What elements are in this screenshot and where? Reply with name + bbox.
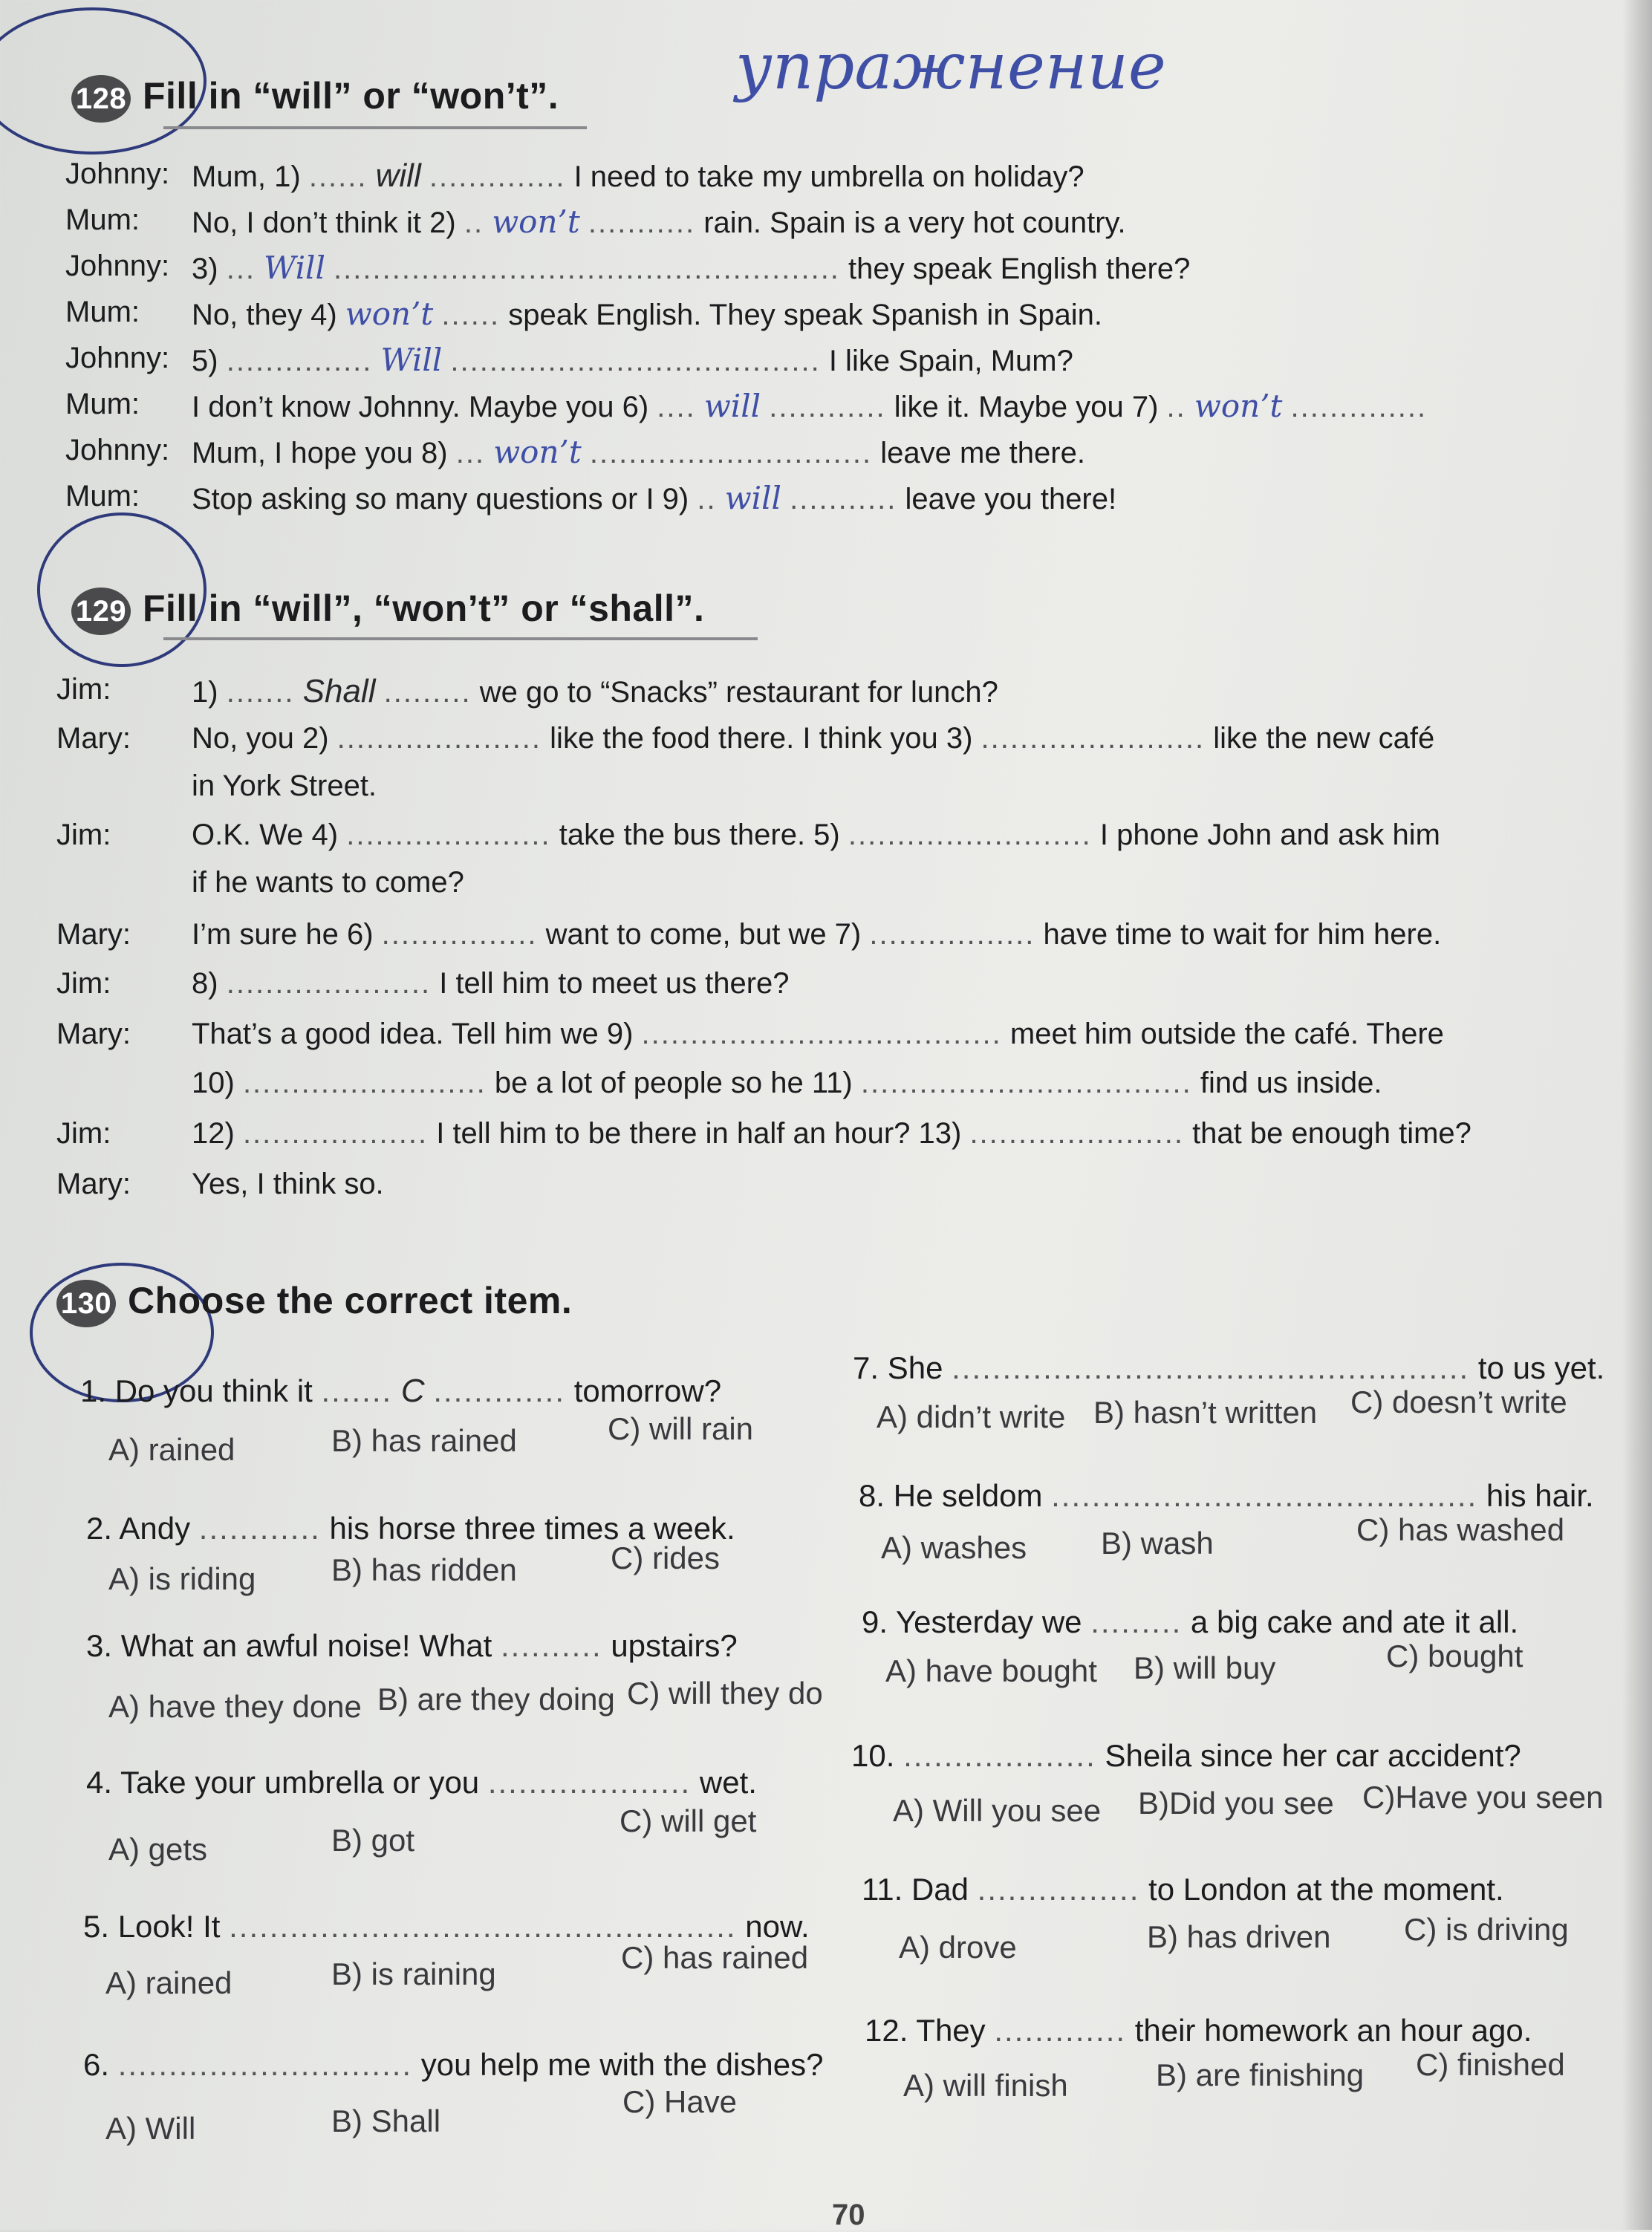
option-a[interactable]: A) washes — [881, 1530, 1027, 1565]
blank-dots: ... — [455, 437, 486, 469]
speaker: Mum: — [65, 388, 140, 420]
blank-dots: .............. — [1290, 391, 1428, 423]
exercise-128-number: 128 — [71, 75, 131, 123]
speaker: Mary: — [56, 1168, 131, 1200]
filled-answer-5[interactable]: Will — [380, 342, 443, 378]
speaker: Mary: — [56, 1018, 131, 1050]
dialogue-line-3 — [192, 250, 1190, 286]
option-b[interactable]: B) Shall — [331, 2104, 441, 2138]
option-b[interactable]: B) will buy — [1134, 1650, 1276, 1685]
filled-answer-1[interactable]: Shall — [302, 673, 376, 709]
header-handwriting: упражнение — [735, 30, 1166, 104]
speaker: Johnny: — [65, 434, 170, 466]
question-6 — [83, 2047, 823, 2083]
blank-4[interactable]: ..................... — [346, 819, 551, 851]
option-a[interactable]: A) will finish — [903, 2068, 1068, 2103]
option-c[interactable]: C) has washed — [1356, 1512, 1565, 1547]
blank-dots[interactable]: ............ — [198, 1511, 321, 1546]
blank-dots: .... — [657, 391, 696, 423]
question-text: Sheila since her car accident? — [1105, 1738, 1521, 1773]
option-a[interactable]: A) is riding — [108, 1561, 256, 1596]
line-text: No, they 4) — [192, 299, 337, 331]
blank-12[interactable]: ................... — [242, 1117, 429, 1150]
dialogue-129-line-5: if he wants to come? — [192, 866, 464, 899]
option-a[interactable]: A) have bought — [885, 1653, 1097, 1688]
question-text: tomorrow? — [573, 1373, 722, 1408]
line-text: I like Spain, Mum? — [828, 345, 1073, 377]
blank-dots[interactable]: .......................................... — [1051, 1478, 1478, 1513]
blank-dots: ........... — [588, 206, 696, 239]
option-c[interactable]: C) will get — [620, 1803, 757, 1838]
question-text: now. — [745, 1909, 810, 1944]
dialogue-line-2 — [192, 204, 1126, 240]
blank-dots: .. — [464, 206, 484, 239]
blank-9[interactable]: ..................................... — [641, 1018, 1002, 1050]
question-10 — [851, 1738, 1521, 1774]
blank-dots[interactable]: ................................................... — [952, 1350, 1470, 1385]
option-a[interactable]: A) gets — [108, 1832, 208, 1867]
exercise-129-heading — [71, 587, 704, 635]
exercise-129-title: Fill in “will”, “won’t” or “shall”. — [143, 588, 705, 629]
exercise-129-title-rule — [163, 637, 758, 640]
dialogue-129-line-10 — [192, 1117, 1471, 1151]
speaker: Johnny: — [65, 342, 170, 374]
option-a[interactable]: A) didn’t write — [877, 1399, 1066, 1434]
filled-answer-8[interactable]: won’t — [493, 434, 582, 470]
blank-dots: ............. — [433, 1373, 566, 1408]
line-text: 10) — [192, 1067, 235, 1099]
option-c[interactable]: C) is driving — [1404, 1912, 1569, 1947]
speaker: Mum: — [65, 296, 140, 328]
line-text: that be enough time? — [1192, 1117, 1471, 1150]
question-text: wet. — [699, 1765, 757, 1800]
line-text: 5) — [192, 345, 218, 377]
question-text: 3. What an awful noise! What — [86, 1628, 492, 1663]
blank-dots: ...... — [441, 299, 501, 331]
line-text: I don’t know Johnny. Maybe you 6) — [192, 391, 649, 423]
question-text: a big cake and ate it all. — [1190, 1604, 1519, 1639]
question-text: to London at the moment. — [1148, 1872, 1504, 1907]
line-text: Mum, I hope you 8) — [192, 437, 448, 469]
speaker: Mum: — [65, 204, 140, 236]
dialogue-line-7 — [192, 434, 1085, 470]
blank-dots[interactable]: .................................................. — [229, 1909, 737, 1944]
line-text: 12) — [192, 1117, 235, 1150]
filled-answer-6[interactable]: will — [703, 388, 761, 424]
line-text: speak English. They speak Spanish in Spain. — [508, 299, 1102, 331]
blank-7[interactable]: ................. — [869, 918, 1035, 951]
question-text: 4. Take your umbrella or you — [86, 1765, 480, 1800]
blank-dots: .. — [1166, 391, 1186, 423]
speaker: Johnny: — [65, 157, 170, 190]
exercise-128-title-rule — [163, 126, 587, 129]
option-a[interactable]: A) rained — [108, 1432, 235, 1467]
line-text: take the bus there. 5) — [559, 819, 840, 851]
option-a[interactable]: A) Will you see — [893, 1793, 1102, 1828]
option-a[interactable]: A) have they done — [108, 1689, 362, 1724]
filled-answer-4[interactable]: won’t — [345, 296, 434, 332]
option-b[interactable]: B) has rained — [331, 1423, 517, 1458]
blank-dots: ...................................... — [450, 345, 821, 377]
line-text: we go to “Snacks” restaurant for lunch? — [479, 676, 998, 709]
blank-dots[interactable]: ......... — [1090, 1604, 1183, 1639]
line-text: like the food there. I think you 3) — [550, 722, 973, 755]
blank-dots: .. — [697, 483, 717, 515]
line-text: I’m sure he 6) — [192, 918, 374, 951]
blank-8[interactable]: ..................... — [226, 967, 432, 1000]
dialogue-129-line-1 — [192, 673, 998, 710]
question-text: you help me with the dishes? — [420, 2047, 824, 2082]
blank-6[interactable]: ................ — [381, 918, 538, 951]
question-text: 9. Yesterday we — [862, 1604, 1082, 1639]
filled-answer-3[interactable]: Will — [264, 250, 325, 286]
line-text: be a lot of people so he 11) — [494, 1067, 853, 1099]
option-b[interactable]: B) hasn’t written — [1093, 1395, 1318, 1430]
blank-dots[interactable]: .......... — [500, 1628, 602, 1663]
question-8 — [859, 1478, 1594, 1514]
blank-dots[interactable]: ............................. — [117, 2047, 413, 2082]
option-b[interactable]: B) are they doing — [377, 1682, 615, 1717]
speaker: Jim: — [56, 1117, 111, 1150]
question-3 — [86, 1628, 738, 1664]
blank-2[interactable]: ..................... — [336, 722, 542, 755]
dialogue-129-line-6 — [192, 918, 1441, 951]
dialogue-129-line-7 — [192, 967, 790, 1001]
dialogue-line-6 — [192, 388, 1427, 424]
filled-answer-1[interactable]: will — [375, 157, 421, 194]
question-text: 12. They — [865, 2013, 986, 2048]
option-b[interactable]: B) has ridden — [331, 1552, 517, 1587]
option-b[interactable]: B) is raining — [331, 1956, 496, 1991]
blank-dots: ....... — [321, 1373, 393, 1408]
option-b[interactable]: B) are finishing — [1156, 2057, 1365, 2092]
option-b[interactable]: B) got — [331, 1823, 415, 1858]
exercise-128-title: Fill in “will” or “won’t”. — [143, 75, 559, 117]
line-text: No, I don’t think it 2) — [192, 206, 456, 239]
line-text: like it. Maybe you 7) — [894, 391, 1159, 423]
dialogue-line-5 — [192, 342, 1073, 378]
blank-5[interactable]: ......................... — [848, 819, 1092, 851]
question-text: 7. She — [853, 1350, 943, 1385]
line-text: O.K. We 4) — [192, 819, 339, 851]
option-c[interactable]: C) will rain — [608, 1411, 754, 1446]
question-text: upstairs? — [611, 1628, 738, 1663]
line-text: leave me there. — [880, 437, 1085, 469]
question-text: 10. — [851, 1738, 895, 1773]
line-text: No, you 2) — [192, 722, 329, 755]
blank-dots: ... — [226, 253, 256, 285]
line-text: meet him outside the café. There — [1009, 1018, 1444, 1050]
blank-dots[interactable]: ................... — [903, 1738, 1096, 1773]
page-number: 70 — [832, 2199, 865, 2231]
question-text: his horse three times a week. — [329, 1511, 735, 1546]
option-b[interactable]: B) has driven — [1147, 1919, 1331, 1954]
blank-dots: ............ — [769, 391, 886, 423]
exercise-128-heading — [71, 74, 559, 123]
question-4 — [86, 1765, 757, 1800]
question-text: to us yet. — [1477, 1350, 1605, 1385]
dialogue-129-line-9 — [192, 1067, 1382, 1100]
question-5 — [83, 1909, 810, 1945]
option-a[interactable]: A) drove — [899, 1930, 1017, 1965]
option-b[interactable]: B) wash — [1101, 1526, 1214, 1561]
line-text: 1) — [192, 676, 218, 709]
option-b[interactable]: B)Did you see — [1138, 1786, 1334, 1821]
blank-dots: ....... — [226, 676, 295, 709]
dialogue-129-line-4 — [192, 819, 1440, 852]
line-text: find us inside. — [1200, 1067, 1382, 1099]
line-text: I tell him to meet us there? — [439, 967, 790, 1000]
blank-10[interactable]: ......................... — [242, 1067, 487, 1099]
line-text: That’s a good idea. Tell him we 9) — [192, 1018, 634, 1050]
question-text: 8. He seldom — [859, 1478, 1043, 1513]
dialogue-line-4 — [192, 296, 1102, 332]
blank-13[interactable]: ...................... — [969, 1117, 1184, 1150]
blank-dots[interactable]: ............. — [994, 2013, 1127, 2048]
option-c[interactable]: C) rides — [611, 1540, 721, 1575]
blank-dots: .................................................... — [334, 253, 840, 285]
exercise-130-title: Choose the correct item. — [128, 1280, 573, 1321]
option-a[interactable]: A) Will — [105, 2111, 196, 2146]
speaker: Jim: — [56, 967, 111, 1000]
filled-answer-9[interactable]: will — [724, 480, 781, 516]
option-c[interactable]: C)Have you seen — [1362, 1780, 1604, 1815]
dialogue-129-line-8 — [192, 1018, 1444, 1051]
blank-dots[interactable]: .................... — [487, 1765, 692, 1800]
speaker: Mum: — [65, 480, 140, 513]
question-text: 2. Andy — [86, 1511, 191, 1546]
question-text: their homework an hour ago. — [1134, 2013, 1532, 2048]
dialogue-line-8 — [192, 480, 1116, 516]
page-edge-shadow — [1622, 0, 1652, 2230]
question-text: 1. Do you think it — [80, 1373, 313, 1408]
line-text: Mum, 1) — [192, 160, 301, 193]
option-c[interactable]: C) Have — [622, 2084, 738, 2119]
question-7 — [853, 1350, 1604, 1386]
option-a[interactable]: A) rained — [105, 1965, 232, 2000]
line-text: I phone John and ask him — [1099, 819, 1440, 851]
question-9 — [862, 1604, 1518, 1640]
filled-answer-7[interactable]: won’t — [1194, 388, 1283, 424]
line-text: leave you there! — [905, 483, 1117, 515]
question-text: his hair. — [1486, 1478, 1594, 1513]
line-text: have time to wait for him here. — [1043, 918, 1442, 951]
question-text: 11. Dad — [862, 1872, 969, 1907]
question-text: 6. — [83, 2047, 110, 2082]
dialogue-line-1 — [192, 157, 1084, 195]
blank-dots: ........... — [790, 483, 897, 515]
line-text: I tell him to be there in half an hour? 13) — [436, 1117, 962, 1150]
option-c[interactable]: C) finished — [1416, 2047, 1565, 2082]
blank-dots: ......... — [383, 676, 472, 709]
line-text: want to come, but we 7) — [545, 918, 862, 951]
line-text: rain. Spain is a very hot country. — [703, 206, 1126, 239]
option-c[interactable]: C) doesn’t write — [1350, 1385, 1567, 1419]
line-text: I need to take my umbrella on holiday? — [573, 160, 1084, 193]
option-c[interactable]: C) will they do — [627, 1676, 823, 1711]
dialogue-129-line-3: in York Street. — [192, 770, 377, 802]
option-c[interactable]: C) bought — [1386, 1639, 1523, 1673]
dialogue-129-line-11: Yes, I think so. — [192, 1168, 384, 1200]
question-12 — [865, 2013, 1532, 2049]
line-text: 8) — [192, 967, 218, 1000]
option-c[interactable]: C) has rained — [621, 1940, 809, 1975]
speaker: Mary: — [56, 722, 131, 755]
filled-answer-1[interactable]: C — [400, 1373, 425, 1409]
question-11 — [862, 1872, 1504, 1907]
exercise-130-heading — [56, 1279, 572, 1327]
line-text: 3) — [192, 253, 218, 285]
blank-dots[interactable]: ................ — [977, 1872, 1140, 1907]
line-text: like the new café — [1213, 722, 1435, 755]
line-text: Stop asking so many questions or I 9) — [192, 483, 689, 515]
blank-dots: ............... — [226, 345, 373, 377]
blank-3[interactable]: ....................... — [981, 722, 1206, 755]
speaker: Jim: — [56, 673, 111, 706]
exercise-129-number: 129 — [71, 588, 131, 635]
blank-11[interactable]: .................................. — [860, 1067, 1192, 1099]
speaker: Mary: — [56, 918, 131, 951]
blank-dots: ...... — [308, 160, 368, 193]
speaker: Jim: — [56, 819, 111, 851]
filled-answer-2[interactable]: won’t — [492, 204, 580, 240]
exercise-130-number: 130 — [56, 1280, 116, 1327]
blank-dots: .............. — [429, 160, 566, 193]
question-1 — [80, 1373, 721, 1410]
blank-dots: ............................. — [589, 437, 873, 469]
dialogue-129-line-2 — [192, 722, 1434, 755]
question-text: 5. Look! It — [83, 1909, 221, 1944]
line-text: they speak English there? — [848, 253, 1191, 285]
speaker: Johnny: — [65, 250, 170, 282]
